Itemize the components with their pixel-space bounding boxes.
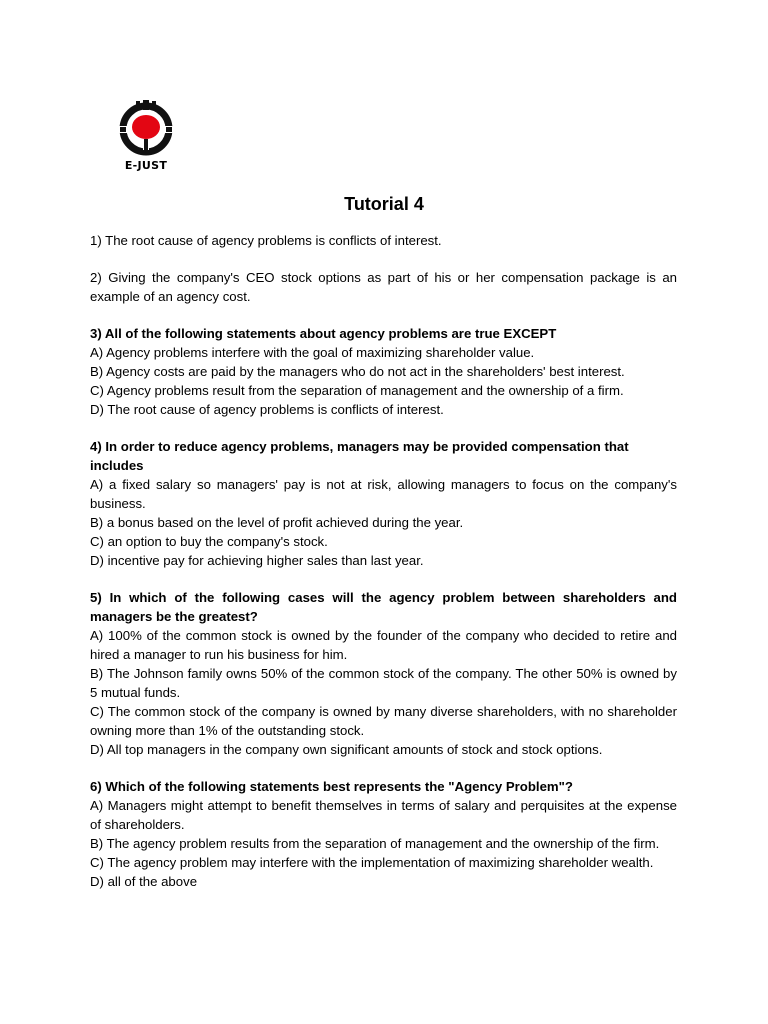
question-4: [90, 437, 677, 570]
answer-option: D) all of the above: [90, 874, 198, 889]
answer-option: C) The agency problem may interfere with the implementation of maximizing shareholder wealth.: [90, 855, 654, 870]
answer-option: A) 100% of the common stock is owned by the founder of the company who decided to retire and hired a manager to run his business for him.: [90, 628, 677, 662]
question-3: [90, 324, 677, 419]
question-title: 4) In order to reduce agency problems, managers may be provided compensation that includes: [90, 439, 629, 473]
answer-option: A) Managers might attempt to benefit themselves in terms of salary and perquisites at the expense of shareholders.: [90, 798, 677, 832]
answer-option: C) The common stock of the company is owned by many diverse shareholders, with no shareholder owning more than 1% of the outstanding stock.: [90, 704, 677, 738]
answer-option: B) The Johnson family owns 50% of the common stock of the company. The other 50% is owned by 5 mutual funds.: [90, 666, 677, 700]
statement-2: [90, 268, 677, 306]
answer-option: D) All top managers in the company own significant amounts of stock and stock options.: [90, 742, 603, 757]
answer-option: B) Agency costs are paid by the managers who do not act in the shareholders' best interest.: [90, 364, 625, 379]
statement-text: 2) Giving the company's CEO stock options as part of his or her compensation package is an example of an agency cost.: [90, 270, 677, 304]
page-title: Tutorial 4: [344, 194, 424, 214]
question-5: [90, 588, 677, 759]
document-body: [90, 231, 677, 909]
statement-text: 1) The root cause of agency problems is conflicts of interest.: [90, 233, 442, 248]
answer-option: B) The agency problem results from the separation of management and the ownership of the firm.: [90, 836, 660, 851]
statement-1: [90, 231, 677, 250]
answer-option: C) Agency problems result from the separation of management and the ownership of a firm.: [90, 383, 624, 398]
logo-text: E-JUST: [124, 159, 168, 172]
answer-option: C) an option to buy the company's stock.: [90, 534, 328, 549]
question-title: 3) All of the following statements about agency problems are true EXCEPT: [90, 326, 557, 341]
answer-option: A) a fixed salary so managers' pay is not at risk, allowing managers to focus on the company's business.: [90, 477, 677, 511]
answer-option: D) The root cause of agency problems is conflicts of interest.: [90, 402, 444, 417]
e-just-emblem-icon: [116, 100, 176, 158]
answer-option: D) incentive pay for achieving higher sales than last year.: [90, 553, 424, 568]
answer-option: A) Agency problems interfere with the goal of maximizing shareholder value.: [90, 345, 535, 360]
question-title: 6) Which of the following statements best represents the "Agency Problem"?: [90, 779, 573, 794]
question-6: [90, 777, 677, 891]
e-just-logo: [116, 100, 176, 176]
answer-option: B) a bonus based on the level of profit achieved during the year.: [90, 515, 464, 530]
question-title: 5) In which of the following cases will the agency problem between shareholders and managers be the greatest?: [90, 590, 677, 624]
